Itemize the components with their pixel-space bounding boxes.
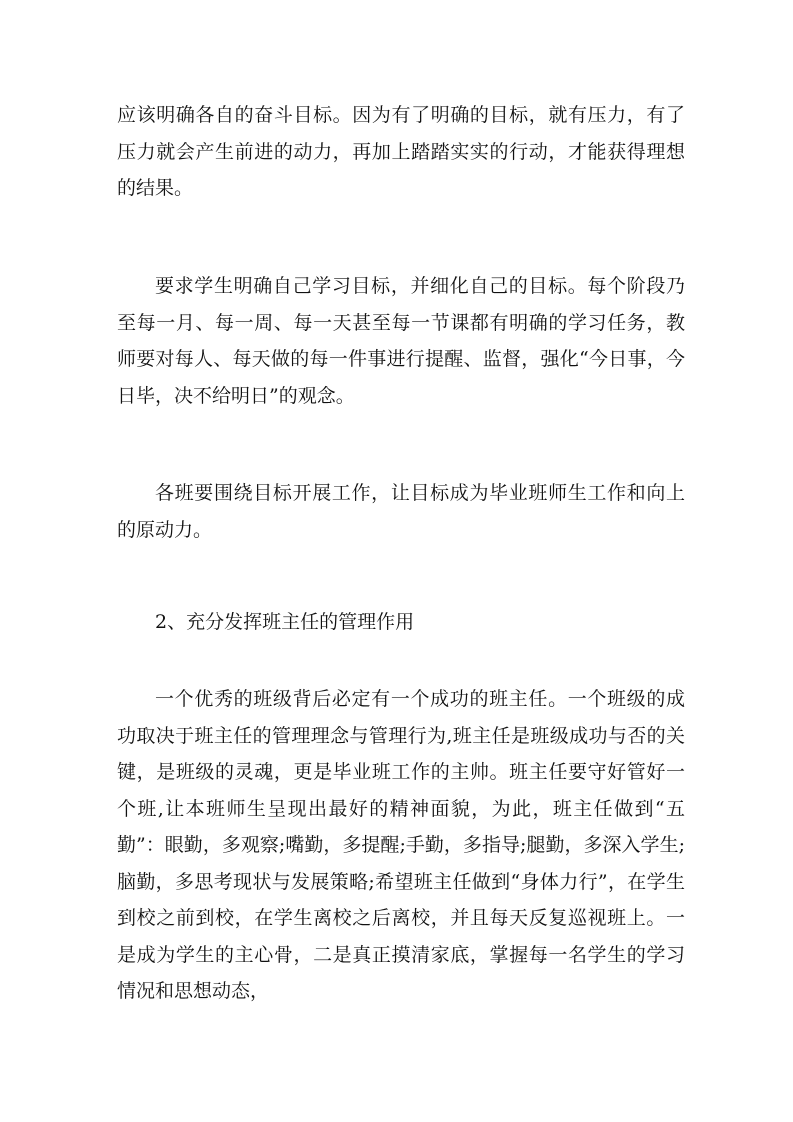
paragraph-class-teacher-role: 一个优秀的班级背后必定有一个成功的班主任。一个班级的成功取决于班主任的管理理念与管理行为,班主任是班级成功与否的关键，是班级的灵魂，更是毕业班工作的主帅。班主任要守好管好一个班,让本班师生呈现出最好的精神面貌，为此，班主任做到“五勤”：眼勤，多观察;嘴勤，多提醒;手勤，多指导;腿勤，多深入学生;脑勤，多思考现状与发展策略;希望班主任做到“身体力行”，在学生到校之前到校，在学生离校之后离校，并且每天反复巡视班上。一是成为学生的主心骨，二是真正摸清家底，掌握每一名学生的学习情况和思想动态， bbox=[117, 688, 685, 1002]
section-heading-class-teacher: 2、充分发挥班主任的管理作用 bbox=[155, 611, 415, 633]
paragraph-goal-pressure: 应该明确各自的奋斗目标。因为有了明确的目标，就有压力，有了压力就会产生前进的动力，再加上踏踏实实的行动，才能获得理想的结果。 bbox=[117, 104, 685, 199]
paragraph-student-goals: 要求学生明确自己学习目标，并细化自己的目标。每个阶段乃至每一月、每一周、每一天甚至每一节课都有明确的学习任务，教师要对每人、每天做的每一件事进行提醒、监督，强化“今日事，今日毕，决不给明日”的观念。 bbox=[117, 275, 685, 407]
paragraph-class-goals: 各班要围绕目标开展工作，让目标成为毕业班师生工作和向上的原动力。 bbox=[117, 482, 685, 541]
